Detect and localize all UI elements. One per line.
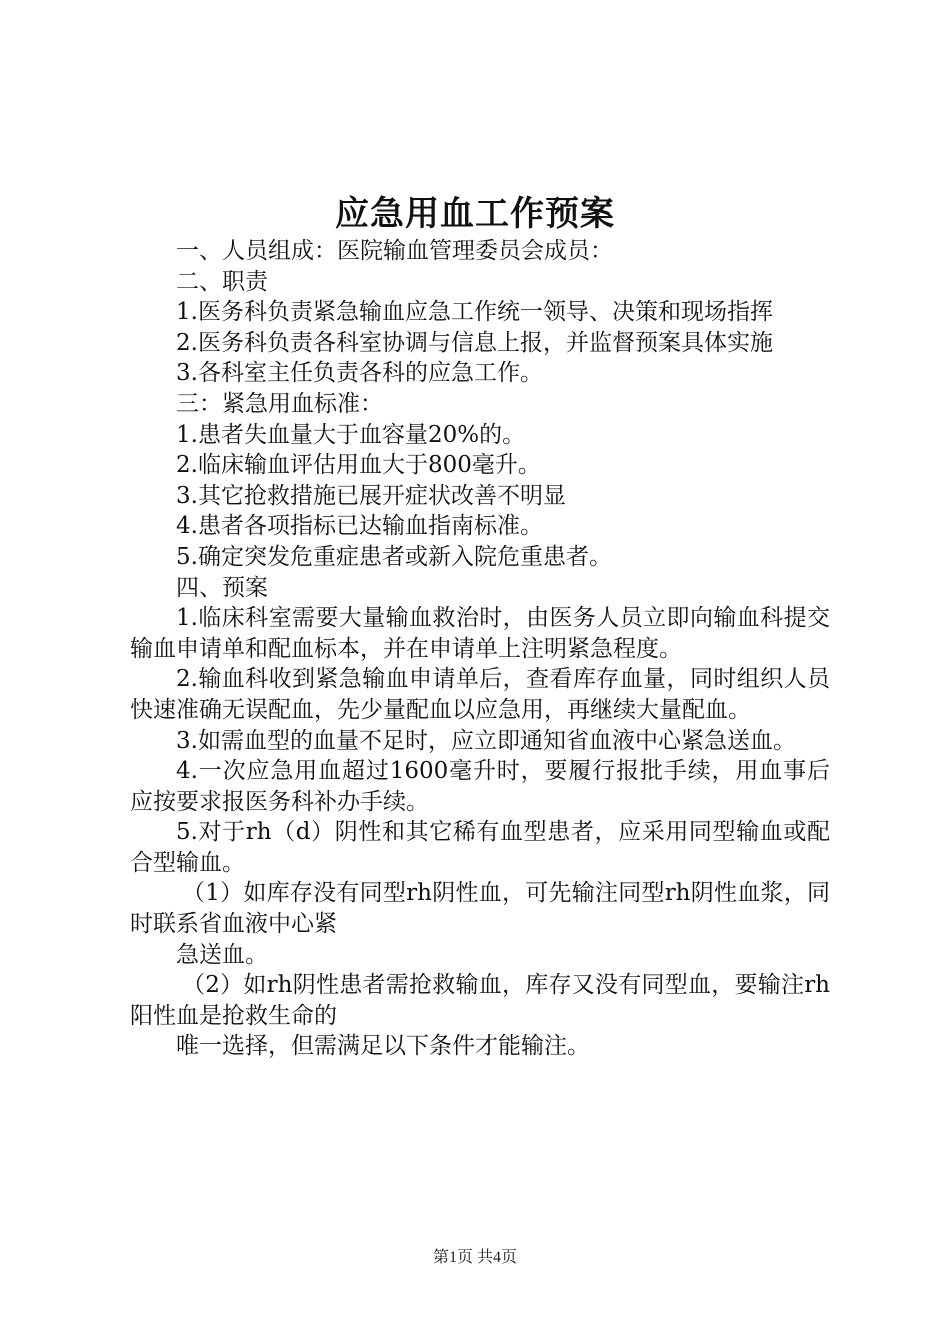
paragraph: 2.输血科收到紧急输血申请单后，查看库存血量，同时组织人员快速准确无误配血，先少量配血以应急用，再继续大量配血。 bbox=[130, 666, 830, 723]
paragraph: 5.确定突发危重症患者或新入院危重患者。 bbox=[176, 543, 612, 570]
paragraph: 2.医务科负责各科室协调与信息上报，并监督预案具体实施 bbox=[176, 329, 773, 356]
page-number-footer: 第1页 共4页 bbox=[432, 1249, 517, 1266]
paragraph: 急送血。 bbox=[176, 941, 268, 968]
paragraph: 二、职责 bbox=[176, 268, 268, 295]
paragraph: 三：紧急用血标准： bbox=[176, 390, 383, 417]
paragraph: 一、人员组成：医院输血管理委员会成员： bbox=[176, 238, 613, 264]
paragraph: （2）如rh阴性患者需抢救输血，库存又没有同型血，要输注rh阳性血是抢救生命的 bbox=[130, 972, 830, 1029]
document-body bbox=[130, 236, 830, 1062]
paragraph: 1.医务科负责紧急输血应急工作统一领导、决策和现场指挥 bbox=[176, 299, 773, 326]
paragraph: 1.患者失血量大于血容量20%的。 bbox=[176, 421, 526, 448]
paragraph: 4.一次应急用血超过1600毫升时，要履行报批手续，用血事后应按要求报医务科补办手续。 bbox=[130, 758, 830, 815]
paragraph: （1）如库存没有同型rh阴性血，可先输注同型rh阴性血浆，同时联系省血液中心紧 bbox=[130, 880, 830, 938]
paragraph: 2.临床输血评估用血大于800毫升。 bbox=[176, 452, 541, 479]
paragraph: 5.对于rh（d）阴性和其它稀有血型患者，应采用同型输血或配合型输血。 bbox=[130, 819, 830, 876]
document-title: 应急用血工作预案 bbox=[335, 194, 615, 234]
paragraph: 四、预案 bbox=[176, 574, 268, 601]
paragraph: 1.临床科室需要大量输血救治时，由医务人员立即向输血科提交输血申请单和配血标本，并在申请单上注明紧急程度。 bbox=[130, 605, 830, 662]
paragraph: 4.患者各项指标已达输血指南标准。 bbox=[176, 513, 543, 540]
paragraph: 3.各科室主任负责各科的应急工作。 bbox=[176, 360, 543, 387]
paragraph: 3.如需血型的血量不足时，应立即通知省血液中心紧急送血。 bbox=[176, 727, 796, 754]
paragraph: 唯一选择，但需满足以下条件才能输注。 bbox=[176, 1033, 590, 1060]
paragraph: 3.其它抢救措施已展开症状改善不明显 bbox=[176, 482, 566, 509]
